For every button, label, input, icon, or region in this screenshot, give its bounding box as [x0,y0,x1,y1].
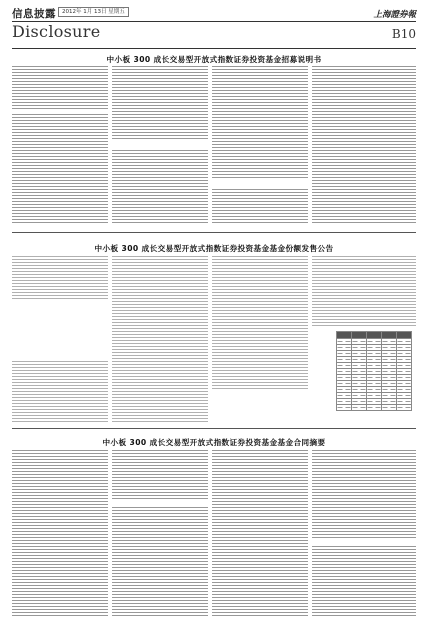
text-column [112,450,208,618]
text-column [212,450,308,618]
masthead-rule-bottom [12,48,416,49]
issue-date: 2012年 1月 13日 星期五 [58,7,129,17]
newspaper-logo: 上海證券報 [373,10,416,20]
text-column [312,256,416,326]
sales-outlet-table [336,331,412,411]
text-column [112,256,208,422]
section-title-contract: 中小板 300 成长交易型开放式指数证券投资基金基金合同摘要 [102,438,326,447]
section-name-cn: 信息披露 [12,8,56,20]
section-title-offering: 中小板 300 成长交易型开放式指数证券投资基金基金份额发售公告 [94,244,334,253]
text-column [212,66,308,224]
section-divider [12,232,416,233]
section-name-en: Disclosure [12,22,101,41]
section-divider [12,428,416,429]
text-column [12,450,108,618]
section-title-prospectus: 中小板 300 成长交易型开放式指数证券投资基金招募说明书 [106,55,322,64]
text-column [312,450,416,618]
masthead [12,4,416,50]
text-column [312,66,416,224]
text-column [12,66,108,224]
page-number: B10 [391,27,416,41]
